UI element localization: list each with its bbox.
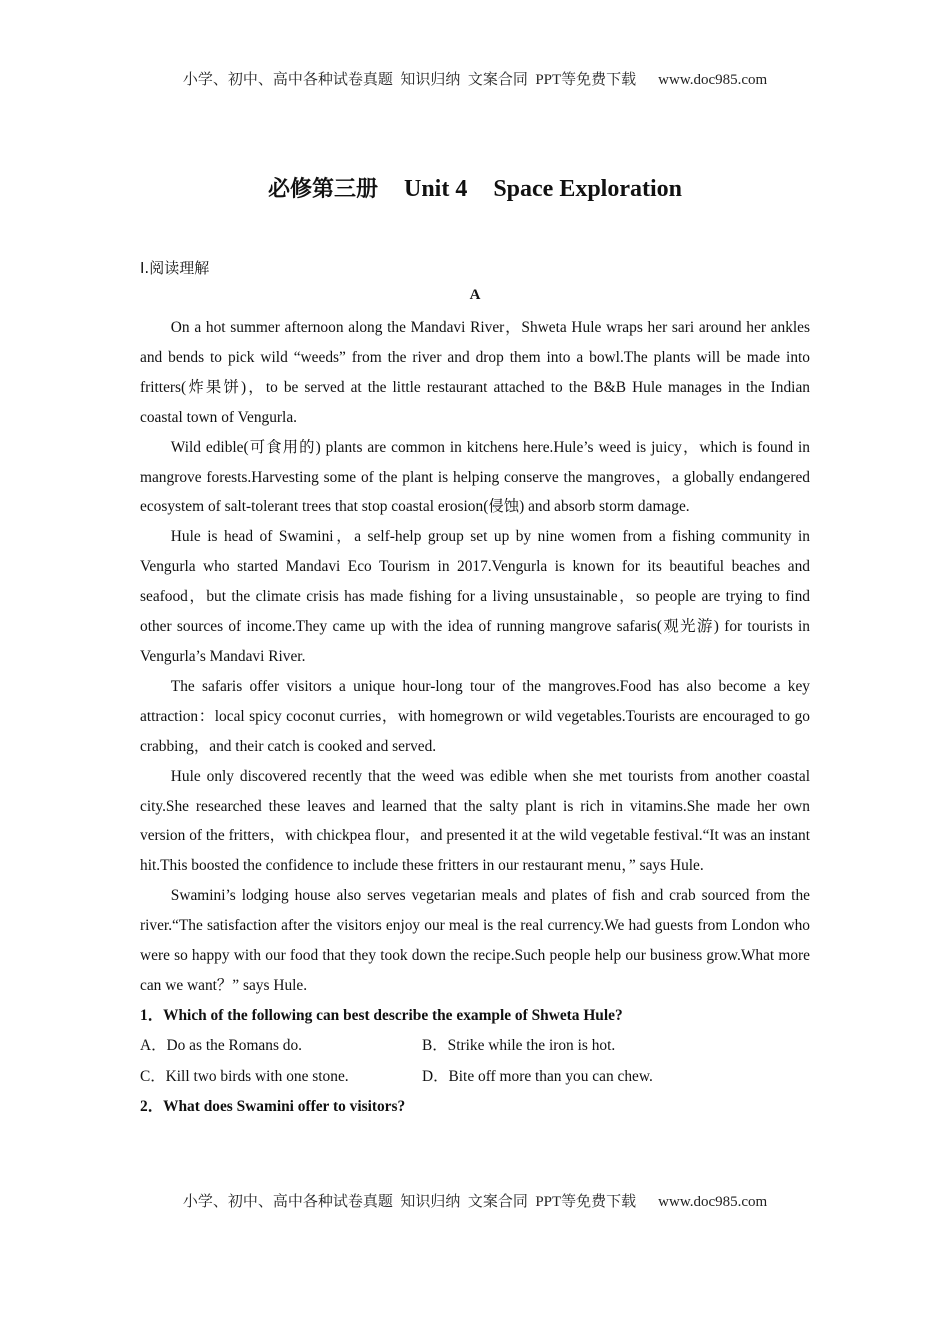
option-key: D． <box>422 1067 449 1085</box>
title-unit: Unit 4 <box>403 176 468 202</box>
paragraph: Hule is head of Swamini，a self-help group set up by nine women from a fishing community in Vengurla who started Mandavi Eco Tourism in 2017.Vengurla is known for its beautiful beaches and seafood，but the climate crisis has made fishing for a living unsustainable，so people are trying to find other sources of income.They came up with the idea of running mangrove safaris(观光游) for tourists in Vengurla’s Mandavi River. <box>140 528 810 665</box>
header-text: 小学、初中、高中各种试卷真题 知识归纳 文案合同 PPT等免费下载 <box>182 72 637 88</box>
option-a <box>140 1031 422 1062</box>
header-site-link[interactable]: www.doc985.com <box>658 72 768 88</box>
question-number: 1． <box>140 1006 164 1024</box>
paragraph: Wild edible(可食用的) plants are common in kitchens here.Hule’s weed is juicy，which is found in mangrove forests.Harvesting some of the plant is helping conserve the mangroves，a globally endangered ecosystem of salt-tolerant trees that stop coastal erosion(侵蚀) and absorb storm damage. <box>140 438 810 516</box>
question-text: What does Swamini offer to visitors? <box>163 1098 406 1116</box>
question-1 <box>140 1001 810 1032</box>
passage-content <box>140 313 810 1123</box>
option-text: Kill two birds with one stone. <box>165 1067 349 1085</box>
option-key: A． <box>140 1037 167 1055</box>
page-header <box>0 68 950 89</box>
option-c <box>140 1062 422 1093</box>
question-2 <box>140 1092 810 1123</box>
paragraph: On a hot summer afternoon along the Mandavi River，Shweta Hule wraps her sari around her ankles and bends to pick wild “weeds” from the river and drop them into a bowl.The plants will be made into fritters(炸果饼)，to be served at the little restaurant attached to the B&B Hule manages in the Indian coastal town of Vengurla. <box>140 319 810 426</box>
title-topic: Space Exploration <box>493 176 683 202</box>
footer-site-link[interactable]: www.doc985.com <box>658 1194 768 1210</box>
options-row <box>140 1031 810 1062</box>
option-text: Bite off more than you can chew. <box>448 1067 653 1085</box>
question-number: 2． <box>140 1098 164 1116</box>
option-key: C． <box>140 1067 166 1085</box>
option-key: B． <box>422 1037 448 1055</box>
option-text: Strike while the iron is hot. <box>447 1037 616 1055</box>
question-text: Which of the following can best describe the example of Shweta Hule? <box>163 1006 623 1024</box>
options-row <box>140 1062 810 1093</box>
paragraph: The safaris offer visitors a unique hour-long tour of the mangroves.Food has also become a key attraction：local spicy coconut curries，with homegrown or wild vegetables.Tourists are encouraged to go crabbing，and their catch is cooked and served. <box>140 677 810 755</box>
page-title <box>0 172 950 203</box>
footer-text: 小学、初中、高中各种试卷真题 知识归纳 文案合同 PPT等免费下载 <box>182 1194 637 1210</box>
option-text: Do as the Romans do. <box>166 1037 303 1055</box>
paragraph: Swamini’s lodging house also serves vegetarian meals and plates of fish and crab sourced from the river.“The satisfaction after the visitors enjoy our meal is the real currency.We had guests from London who were so happy with our food that they took down the recipe.Such people help our business grow.What more can we want？” says Hule. <box>140 887 810 994</box>
option-b <box>422 1031 704 1062</box>
passage-label: A <box>469 287 481 303</box>
title-book: 必修第三册 <box>267 177 378 202</box>
page-footer <box>0 1190 950 1211</box>
section-heading: Ⅰ.阅读理解 <box>140 259 210 277</box>
paragraph: Hule only discovered recently that the weed was edible when she met tourists from another coastal city.She researched these leaves and learned that the salty plant is rich in vitamins.She made her own version of the fritters，with chickpea flour，and presented it at the wild vegetable festival.“It was an instant hit.This boosted the confidence to include these fritters in our restaurant menu，” says Hule. <box>140 767 810 875</box>
option-d <box>422 1062 704 1093</box>
